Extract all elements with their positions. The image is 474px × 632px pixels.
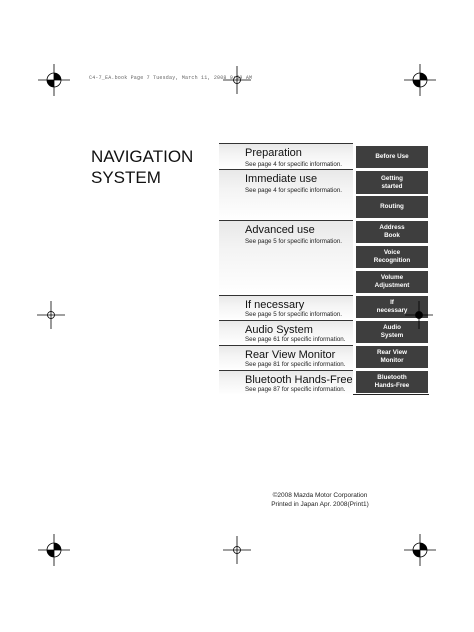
crosshair-mark-icon [403, 299, 435, 331]
section-page-ref: See page 4 for specific information. [245, 161, 342, 168]
tab-label-line-2: Recognition [373, 257, 411, 264]
tab-label-line-1: If [390, 299, 394, 306]
tab-bluetooth-hands-free[interactable] [356, 371, 428, 393]
section-page-ref: See page 5 for specific information. [245, 238, 342, 245]
section-rear-view-monitor[interactable] [219, 345, 353, 370]
tab-label-line-1: Volume [380, 274, 404, 281]
tab-volume-adjustment[interactable] [356, 271, 428, 293]
section-if-necessary[interactable] [219, 295, 353, 320]
registration-mark-icon [38, 64, 70, 96]
tab-label-line-2: necessary [376, 307, 408, 314]
section-page-ref: See page 87 for specific information. [245, 386, 346, 393]
title-line-1: NAVIGATION [91, 147, 194, 166]
tab-label-line-2: Adjustment [374, 282, 410, 289]
crosshair-mark-icon [221, 534, 253, 566]
tab-label-line-2: Book [384, 232, 400, 239]
section-title: Immediate use [245, 173, 318, 185]
section-immediate-use[interactable] [219, 169, 353, 220]
tab-address-book[interactable] [356, 221, 428, 243]
section-title: If necessary [245, 299, 305, 311]
section-preparation[interactable] [219, 143, 353, 170]
section-page-ref: See page 61 for specific information. [245, 336, 346, 343]
section-page-ref: See page 4 for specific information. [245, 187, 342, 194]
section-title: Advanced use [245, 224, 315, 236]
tab-label-line-1: Rear View [377, 349, 407, 356]
section-title: Audio System [245, 324, 313, 336]
print-info-line: Printed in Japan Apr. 2008(Print1) [271, 501, 369, 508]
registration-mark-icon [404, 64, 436, 96]
tab-label-line-2: started [381, 182, 403, 190]
crosshair-mark-icon [35, 299, 67, 331]
registration-mark-icon [38, 534, 70, 566]
section-bluetooth-hands-free[interactable] [219, 370, 353, 395]
tab-voice-recognition[interactable] [356, 246, 428, 268]
tab-label: Before Use [375, 153, 409, 160]
copyright-block [255, 491, 385, 509]
tab-routing[interactable] [356, 196, 428, 218]
section-page-ref: See page 5 for specific information. [245, 311, 342, 318]
tab-label-line-1: Address [379, 224, 405, 231]
page-title [91, 146, 193, 188]
section-audio-system[interactable] [219, 320, 353, 345]
tab-label-line-1: Bluetooth [377, 374, 407, 381]
tab-label-line-1: Voice [383, 249, 401, 256]
tab-label-line-2: Hands-Free [374, 382, 410, 389]
section-title: Preparation [245, 147, 302, 159]
tab-label: Routing [380, 203, 404, 210]
tab-label-line-1: Getting [380, 174, 404, 182]
section-advanced-use[interactable] [219, 220, 353, 295]
section-title: Rear View Monitor [245, 349, 336, 361]
tab-rear-view-monitor[interactable] [356, 346, 428, 368]
tab-label-line-2: Monitor [380, 357, 404, 364]
table-of-contents [219, 143, 429, 395]
tab-label-line-2: System [380, 332, 404, 339]
copyright-line: ©2008 Mazda Motor Corporation [272, 492, 368, 499]
section-page-ref: See page 81 for specific information. [245, 361, 346, 368]
tab-getting-started[interactable] [356, 171, 428, 194]
crosshair-mark-icon [221, 64, 253, 96]
registration-mark-icon [404, 534, 436, 566]
section-title: Bluetooth Hands-Free [245, 374, 353, 386]
print-header: C4-7_EA.book Page 7 Tuesday, March 11, 2008 9:59 AM [89, 75, 253, 81]
tab-before-use[interactable] [356, 146, 428, 168]
title-line-2: SYSTEM [91, 168, 161, 187]
tab-label-line-1: Audio [383, 324, 401, 331]
